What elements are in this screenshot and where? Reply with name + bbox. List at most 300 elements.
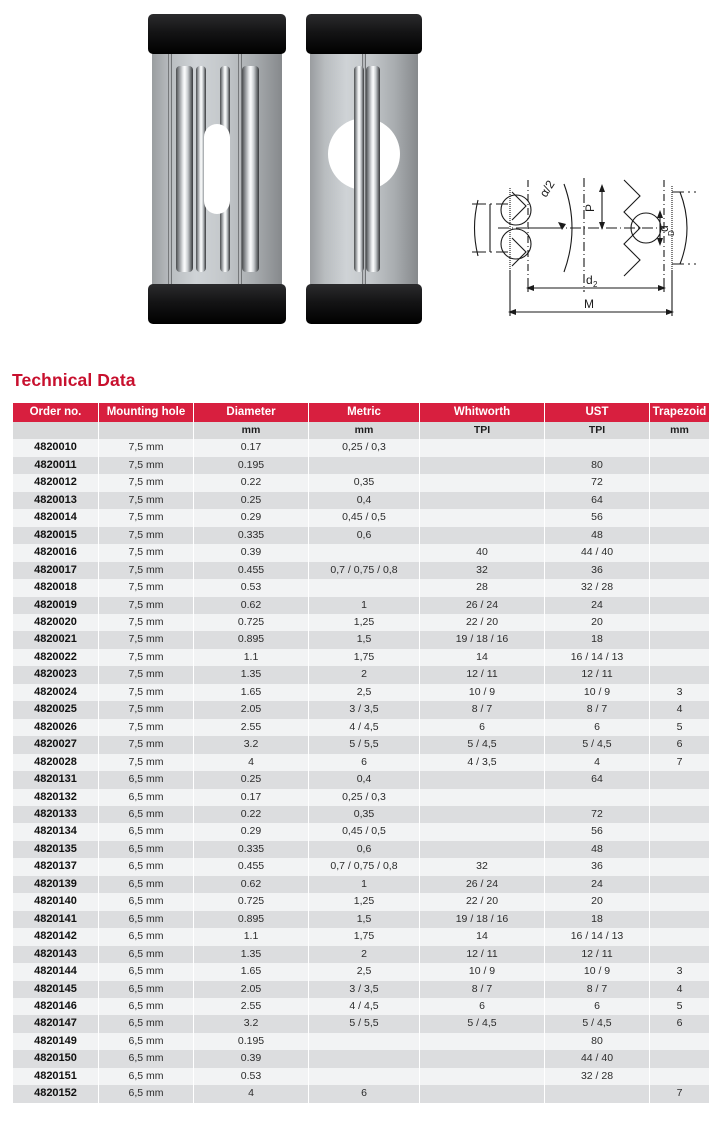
cell-metric: 0,4 — [309, 492, 419, 509]
unit-trapezoid: mm — [650, 422, 709, 439]
cell-metric: 0,6 — [309, 527, 419, 544]
cell-metric: 0,7 / 0,75 / 0,8 — [309, 562, 419, 579]
cell-trapezoid — [650, 1068, 709, 1085]
label-pitch-diameter: d — [586, 273, 593, 287]
measuring-rod — [366, 66, 380, 272]
cell-ust: 5 / 4,5 — [545, 1015, 649, 1032]
cell-order-no: 4820131 — [13, 771, 98, 788]
cell-trapezoid — [650, 771, 709, 788]
cell-diameter: 0.17 — [194, 439, 308, 456]
cell-whitworth: 12 / 11 — [420, 666, 544, 683]
cell-diameter: 1.65 — [194, 963, 308, 980]
end-cap-top — [148, 14, 286, 54]
cell-metric — [309, 1050, 419, 1067]
cell-metric: 2 — [309, 666, 419, 683]
cell-whitworth — [420, 439, 544, 456]
table-row — [13, 457, 709, 474]
cell-whitworth: 8 / 7 — [420, 981, 544, 998]
cell-metric: 3 / 3,5 — [309, 701, 419, 718]
col-header-diameter: Diameter — [194, 403, 308, 422]
cell-order-no: 4820016 — [13, 544, 98, 561]
cell-ust: 20 — [545, 614, 649, 631]
cell-whitworth — [420, 509, 544, 526]
cell-mounting-hole: 7,5 mm — [99, 631, 193, 648]
table-row — [13, 1068, 709, 1085]
cell-trapezoid — [650, 544, 709, 561]
col-header-metric: Metric — [309, 403, 419, 422]
cell-diameter: 0.39 — [194, 1050, 308, 1067]
cell-ust: 64 — [545, 771, 649, 788]
cell-diameter: 2.05 — [194, 981, 308, 998]
cell-diameter: 2.05 — [194, 701, 308, 718]
cell-mounting-hole: 6,5 mm — [99, 823, 193, 840]
cell-trapezoid: 5 — [650, 998, 709, 1015]
viewing-window-slot — [204, 124, 230, 214]
unit-ust: TPI — [545, 422, 649, 439]
measuring-rod — [176, 66, 193, 272]
cell-ust: 18 — [545, 911, 649, 928]
cell-mounting-hole: 6,5 mm — [99, 963, 193, 980]
cell-ust: 72 — [545, 474, 649, 491]
cell-whitworth: 26 / 24 — [420, 876, 544, 893]
unit-mounting-hole — [99, 422, 193, 439]
cell-metric: 2 — [309, 946, 419, 963]
cell-metric: 4 / 4,5 — [309, 719, 419, 736]
cell-metric: 1,75 — [309, 649, 419, 666]
cell-order-no: 4820023 — [13, 666, 98, 683]
cell-mounting-hole: 7,5 mm — [99, 649, 193, 666]
cell-whitworth: 4 / 3,5 — [420, 754, 544, 771]
table-row — [13, 823, 709, 840]
product-image-round-window — [310, 14, 418, 324]
cell-trapezoid — [650, 614, 709, 631]
cell-order-no: 4820022 — [13, 649, 98, 666]
thin-rod — [168, 36, 172, 302]
cell-mounting-hole: 6,5 mm — [99, 893, 193, 910]
cell-mounting-hole: 7,5 mm — [99, 719, 193, 736]
cell-ust: 32 / 28 — [545, 579, 649, 596]
table-row — [13, 806, 709, 823]
label-ball-diameter: d — [657, 225, 671, 232]
end-cap-top — [306, 14, 422, 54]
cell-mounting-hole: 6,5 mm — [99, 1050, 193, 1067]
cell-whitworth — [420, 527, 544, 544]
cell-trapezoid — [650, 789, 709, 806]
cell-whitworth: 6 — [420, 719, 544, 736]
cell-trapezoid — [650, 946, 709, 963]
cell-metric: 1 — [309, 876, 419, 893]
cell-mounting-hole: 7,5 mm — [99, 754, 193, 771]
cell-whitworth: 10 / 9 — [420, 684, 544, 701]
cell-whitworth: 32 — [420, 562, 544, 579]
cell-mounting-hole: 7,5 mm — [99, 457, 193, 474]
cell-trapezoid: 3 — [650, 963, 709, 980]
table-row — [13, 614, 709, 631]
cell-ust: 8 / 7 — [545, 981, 649, 998]
cell-order-no: 4820024 — [13, 684, 98, 701]
cell-ust: 72 — [545, 806, 649, 823]
cell-whitworth: 5 / 4,5 — [420, 736, 544, 753]
cell-mounting-hole: 7,5 mm — [99, 736, 193, 753]
page-title: Technical Data — [12, 370, 136, 390]
cell-whitworth — [420, 1033, 544, 1050]
cell-mounting-hole: 7,5 mm — [99, 527, 193, 544]
cell-mounting-hole: 6,5 mm — [99, 1015, 193, 1032]
cell-order-no: 4820143 — [13, 946, 98, 963]
cell-trapezoid — [650, 509, 709, 526]
table-row — [13, 1033, 709, 1050]
cell-ust: 56 — [545, 509, 649, 526]
cell-trapezoid — [650, 492, 709, 509]
table-row — [13, 597, 709, 614]
table-unit-row — [13, 422, 709, 439]
cell-mounting-hole: 7,5 mm — [99, 614, 193, 631]
cell-metric: 6 — [309, 754, 419, 771]
cell-order-no: 4820013 — [13, 492, 98, 509]
cell-mounting-hole: 7,5 mm — [99, 684, 193, 701]
cell-order-no: 4820140 — [13, 893, 98, 910]
cell-order-no: 4820139 — [13, 876, 98, 893]
cell-diameter: 0.895 — [194, 911, 308, 928]
cell-metric — [309, 457, 419, 474]
cell-trapezoid — [650, 876, 709, 893]
cell-ust: 36 — [545, 858, 649, 875]
cell-ust: 10 / 9 — [545, 684, 649, 701]
cell-ust: 80 — [545, 1033, 649, 1050]
cell-mounting-hole: 7,5 mm — [99, 579, 193, 596]
cell-mounting-hole: 6,5 mm — [99, 858, 193, 875]
cell-ust: 5 / 4,5 — [545, 736, 649, 753]
cell-ust: 80 — [545, 457, 649, 474]
cell-order-no: 4820142 — [13, 928, 98, 945]
cell-mounting-hole: 6,5 mm — [99, 789, 193, 806]
cell-diameter: 0.62 — [194, 597, 308, 614]
cell-ust: 36 — [545, 562, 649, 579]
thread-measurement-diagram — [468, 140, 708, 340]
cell-ust: 44 / 40 — [545, 1050, 649, 1067]
cell-whitworth: 19 / 18 / 16 — [420, 911, 544, 928]
cell-mounting-hole: 6,5 mm — [99, 806, 193, 823]
cell-ust: 44 / 40 — [545, 544, 649, 561]
cell-order-no: 4820015 — [13, 527, 98, 544]
cell-metric: 0,25 / 0,3 — [309, 789, 419, 806]
cell-whitworth: 22 / 20 — [420, 614, 544, 631]
table-row — [13, 736, 709, 753]
cell-diameter: 4 — [194, 1085, 308, 1102]
cell-mounting-hole: 6,5 mm — [99, 911, 193, 928]
cell-order-no: 4820011 — [13, 457, 98, 474]
table-row — [13, 946, 709, 963]
cell-trapezoid — [650, 911, 709, 928]
cell-trapezoid — [650, 841, 709, 858]
cell-order-no: 4820150 — [13, 1050, 98, 1067]
cell-trapezoid: 3 — [650, 684, 709, 701]
table-header — [13, 403, 709, 439]
col-header-mounting-hole: Mounting hole — [99, 403, 193, 422]
cell-order-no: 4820025 — [13, 701, 98, 718]
cell-trapezoid — [650, 562, 709, 579]
cell-metric — [309, 1068, 419, 1085]
table-row — [13, 998, 709, 1015]
cell-order-no: 4820149 — [13, 1033, 98, 1050]
cell-whitworth — [420, 1085, 544, 1102]
cell-trapezoid — [650, 928, 709, 945]
cell-diameter: 2.55 — [194, 719, 308, 736]
cell-ust: 48 — [545, 841, 649, 858]
cell-order-no: 4820145 — [13, 981, 98, 998]
table-row — [13, 527, 709, 544]
cell-metric: 2,5 — [309, 684, 419, 701]
table-row — [13, 562, 709, 579]
cell-trapezoid — [650, 631, 709, 648]
col-header-order-no: Order no. — [13, 403, 98, 422]
table-body — [13, 439, 709, 1102]
cell-ust — [545, 789, 649, 806]
cell-diameter: 0.895 — [194, 631, 308, 648]
table-row — [13, 579, 709, 596]
cell-metric: 0,45 / 0,5 — [309, 823, 419, 840]
cell-whitworth: 8 / 7 — [420, 701, 544, 718]
cell-diameter: 0.29 — [194, 823, 308, 840]
cell-metric — [309, 1033, 419, 1050]
table-row — [13, 666, 709, 683]
table-row — [13, 876, 709, 893]
cell-order-no: 4820152 — [13, 1085, 98, 1102]
table-row — [13, 754, 709, 771]
cell-mounting-hole: 6,5 mm — [99, 841, 193, 858]
cell-ust: 16 / 14 / 13 — [545, 649, 649, 666]
label-pitch: P — [583, 203, 597, 212]
cell-whitworth: 19 / 18 / 16 — [420, 631, 544, 648]
product-image-slot-window — [152, 14, 282, 324]
cell-mounting-hole: 7,5 mm — [99, 666, 193, 683]
cell-whitworth: 5 / 4,5 — [420, 1015, 544, 1032]
cell-mounting-hole: 6,5 mm — [99, 1033, 193, 1050]
cell-mounting-hole: 6,5 mm — [99, 1085, 193, 1102]
cell-metric: 1,5 — [309, 911, 419, 928]
cell-order-no: 4820137 — [13, 858, 98, 875]
table-row — [13, 1015, 709, 1032]
cell-order-no: 4820026 — [13, 719, 98, 736]
cell-metric — [309, 544, 419, 561]
cell-ust: 4 — [545, 754, 649, 771]
cell-metric: 0,7 / 0,75 / 0,8 — [309, 858, 419, 875]
unit-order-no — [13, 422, 98, 439]
cell-order-no: 4820014 — [13, 509, 98, 526]
cell-diameter: 0.25 — [194, 771, 308, 788]
cell-order-no: 4820010 — [13, 439, 98, 456]
cell-whitworth — [420, 457, 544, 474]
cell-whitworth — [420, 823, 544, 840]
cell-ust: 20 — [545, 893, 649, 910]
cell-mounting-hole: 7,5 mm — [99, 701, 193, 718]
cell-trapezoid: 4 — [650, 701, 709, 718]
cell-metric: 0,35 — [309, 474, 419, 491]
cell-order-no: 4820018 — [13, 579, 98, 596]
cell-diameter: 0.335 — [194, 841, 308, 858]
cell-order-no: 4820144 — [13, 963, 98, 980]
table-row — [13, 789, 709, 806]
table-row — [13, 509, 709, 526]
cell-diameter: 0.53 — [194, 1068, 308, 1085]
cell-trapezoid — [650, 666, 709, 683]
cell-metric — [309, 579, 419, 596]
cell-trapezoid — [650, 806, 709, 823]
cell-mounting-hole: 6,5 mm — [99, 1068, 193, 1085]
cell-whitworth — [420, 789, 544, 806]
cell-mounting-hole: 6,5 mm — [99, 981, 193, 998]
cell-ust: 6 — [545, 719, 649, 736]
cell-order-no: 4820135 — [13, 841, 98, 858]
technical-data-table-container — [12, 403, 708, 1103]
cell-trapezoid — [650, 1050, 709, 1067]
cell-ust: 12 / 11 — [545, 946, 649, 963]
cell-order-no: 4820028 — [13, 754, 98, 771]
cell-order-no: 4820147 — [13, 1015, 98, 1032]
cell-ust: 48 — [545, 527, 649, 544]
cell-order-no: 4820134 — [13, 823, 98, 840]
cell-diameter: 0.725 — [194, 893, 308, 910]
cell-ust — [545, 1085, 649, 1102]
cell-metric: 1,25 — [309, 614, 419, 631]
cell-ust: 10 / 9 — [545, 963, 649, 980]
cell-mounting-hole: 6,5 mm — [99, 928, 193, 945]
cell-metric: 1,75 — [309, 928, 419, 945]
cell-trapezoid — [650, 474, 709, 491]
cell-order-no: 4820132 — [13, 789, 98, 806]
cell-ust: 12 / 11 — [545, 666, 649, 683]
cell-order-no: 4820021 — [13, 631, 98, 648]
cell-metric: 0,6 — [309, 841, 419, 858]
cell-order-no: 4820019 — [13, 597, 98, 614]
cell-ust: 24 — [545, 876, 649, 893]
cell-metric: 0,45 / 0,5 — [309, 509, 419, 526]
table-header-row — [13, 403, 709, 422]
product-photo-area — [0, 0, 720, 355]
cell-diameter: 0.53 — [194, 579, 308, 596]
cell-trapezoid — [650, 457, 709, 474]
cell-ust: 24 — [545, 597, 649, 614]
cell-diameter: 0.29 — [194, 509, 308, 526]
unit-diameter: mm — [194, 422, 308, 439]
table-row — [13, 928, 709, 945]
cell-diameter: 0.17 — [194, 789, 308, 806]
cell-diameter: 1.1 — [194, 928, 308, 945]
table-row — [13, 684, 709, 701]
cell-ust: 8 / 7 — [545, 701, 649, 718]
cell-metric: 4 / 4,5 — [309, 998, 419, 1015]
cell-diameter: 3.2 — [194, 736, 308, 753]
table-row — [13, 631, 709, 648]
table-row — [13, 649, 709, 666]
col-header-ust: UST — [545, 403, 649, 422]
measuring-rod — [354, 66, 364, 272]
table-row — [13, 1085, 709, 1102]
cell-trapezoid: 6 — [650, 736, 709, 753]
cell-mounting-hole: 6,5 mm — [99, 876, 193, 893]
table-row — [13, 439, 709, 456]
cell-order-no: 4820020 — [13, 614, 98, 631]
cell-whitworth: 12 / 11 — [420, 946, 544, 963]
table-row — [13, 1050, 709, 1067]
cell-diameter: 1.65 — [194, 684, 308, 701]
cell-diameter: 3.2 — [194, 1015, 308, 1032]
table-row — [13, 963, 709, 980]
cell-mounting-hole: 6,5 mm — [99, 946, 193, 963]
cell-whitworth: 22 / 20 — [420, 893, 544, 910]
cell-trapezoid — [650, 858, 709, 875]
cell-ust: 16 / 14 / 13 — [545, 928, 649, 945]
cell-ust: 56 — [545, 823, 649, 840]
cell-trapezoid: 6 — [650, 1015, 709, 1032]
cell-whitworth — [420, 771, 544, 788]
label-half-angle: α/2 — [536, 177, 558, 200]
measuring-rod — [242, 66, 259, 272]
cell-ust: 6 — [545, 998, 649, 1015]
cell-metric: 0,35 — [309, 806, 419, 823]
table-row — [13, 544, 709, 561]
cell-diameter: 1.35 — [194, 946, 308, 963]
cell-whitworth: 32 — [420, 858, 544, 875]
cell-diameter: 0.455 — [194, 858, 308, 875]
table-row — [13, 981, 709, 998]
cell-whitworth — [420, 1050, 544, 1067]
cell-trapezoid: 7 — [650, 754, 709, 771]
cell-diameter: 0.62 — [194, 876, 308, 893]
cell-diameter: 0.22 — [194, 474, 308, 491]
table-row — [13, 701, 709, 718]
end-cap-bottom — [148, 284, 286, 324]
cell-diameter: 0.195 — [194, 457, 308, 474]
cell-order-no: 4820133 — [13, 806, 98, 823]
cell-whitworth — [420, 806, 544, 823]
cell-mounting-hole: 7,5 mm — [99, 544, 193, 561]
table-row — [13, 858, 709, 875]
cell-diameter: 1.35 — [194, 666, 308, 683]
cell-trapezoid — [650, 439, 709, 456]
cell-metric: 3 / 3,5 — [309, 981, 419, 998]
technical-data-table — [12, 403, 710, 1103]
cell-order-no: 4820027 — [13, 736, 98, 753]
cell-trapezoid: 5 — [650, 719, 709, 736]
cell-trapezoid — [650, 597, 709, 614]
cell-ust: 64 — [545, 492, 649, 509]
cell-diameter: 0.335 — [194, 527, 308, 544]
table-row — [13, 474, 709, 491]
cell-diameter: 0.22 — [194, 806, 308, 823]
cell-diameter: 0.195 — [194, 1033, 308, 1050]
table-row — [13, 911, 709, 928]
cell-mounting-hole: 6,5 mm — [99, 771, 193, 788]
cell-whitworth — [420, 841, 544, 858]
cell-trapezoid — [650, 527, 709, 544]
cell-mounting-hole: 7,5 mm — [99, 597, 193, 614]
col-header-trapezoid: Trapezoid — [650, 403, 709, 422]
cell-metric: 5 / 5,5 — [309, 736, 419, 753]
cell-diameter: 2.55 — [194, 998, 308, 1015]
cell-whitworth: 10 / 9 — [420, 963, 544, 980]
cell-whitworth — [420, 1068, 544, 1085]
cell-trapezoid — [650, 579, 709, 596]
cell-order-no: 4820146 — [13, 998, 98, 1015]
cell-ust: 32 / 28 — [545, 1068, 649, 1085]
cell-diameter: 0.725 — [194, 614, 308, 631]
cell-order-no: 4820141 — [13, 911, 98, 928]
cell-ust: 18 — [545, 631, 649, 648]
col-header-whitworth: Whitworth — [420, 403, 544, 422]
cell-whitworth: 6 — [420, 998, 544, 1015]
cell-metric: 1 — [309, 597, 419, 614]
